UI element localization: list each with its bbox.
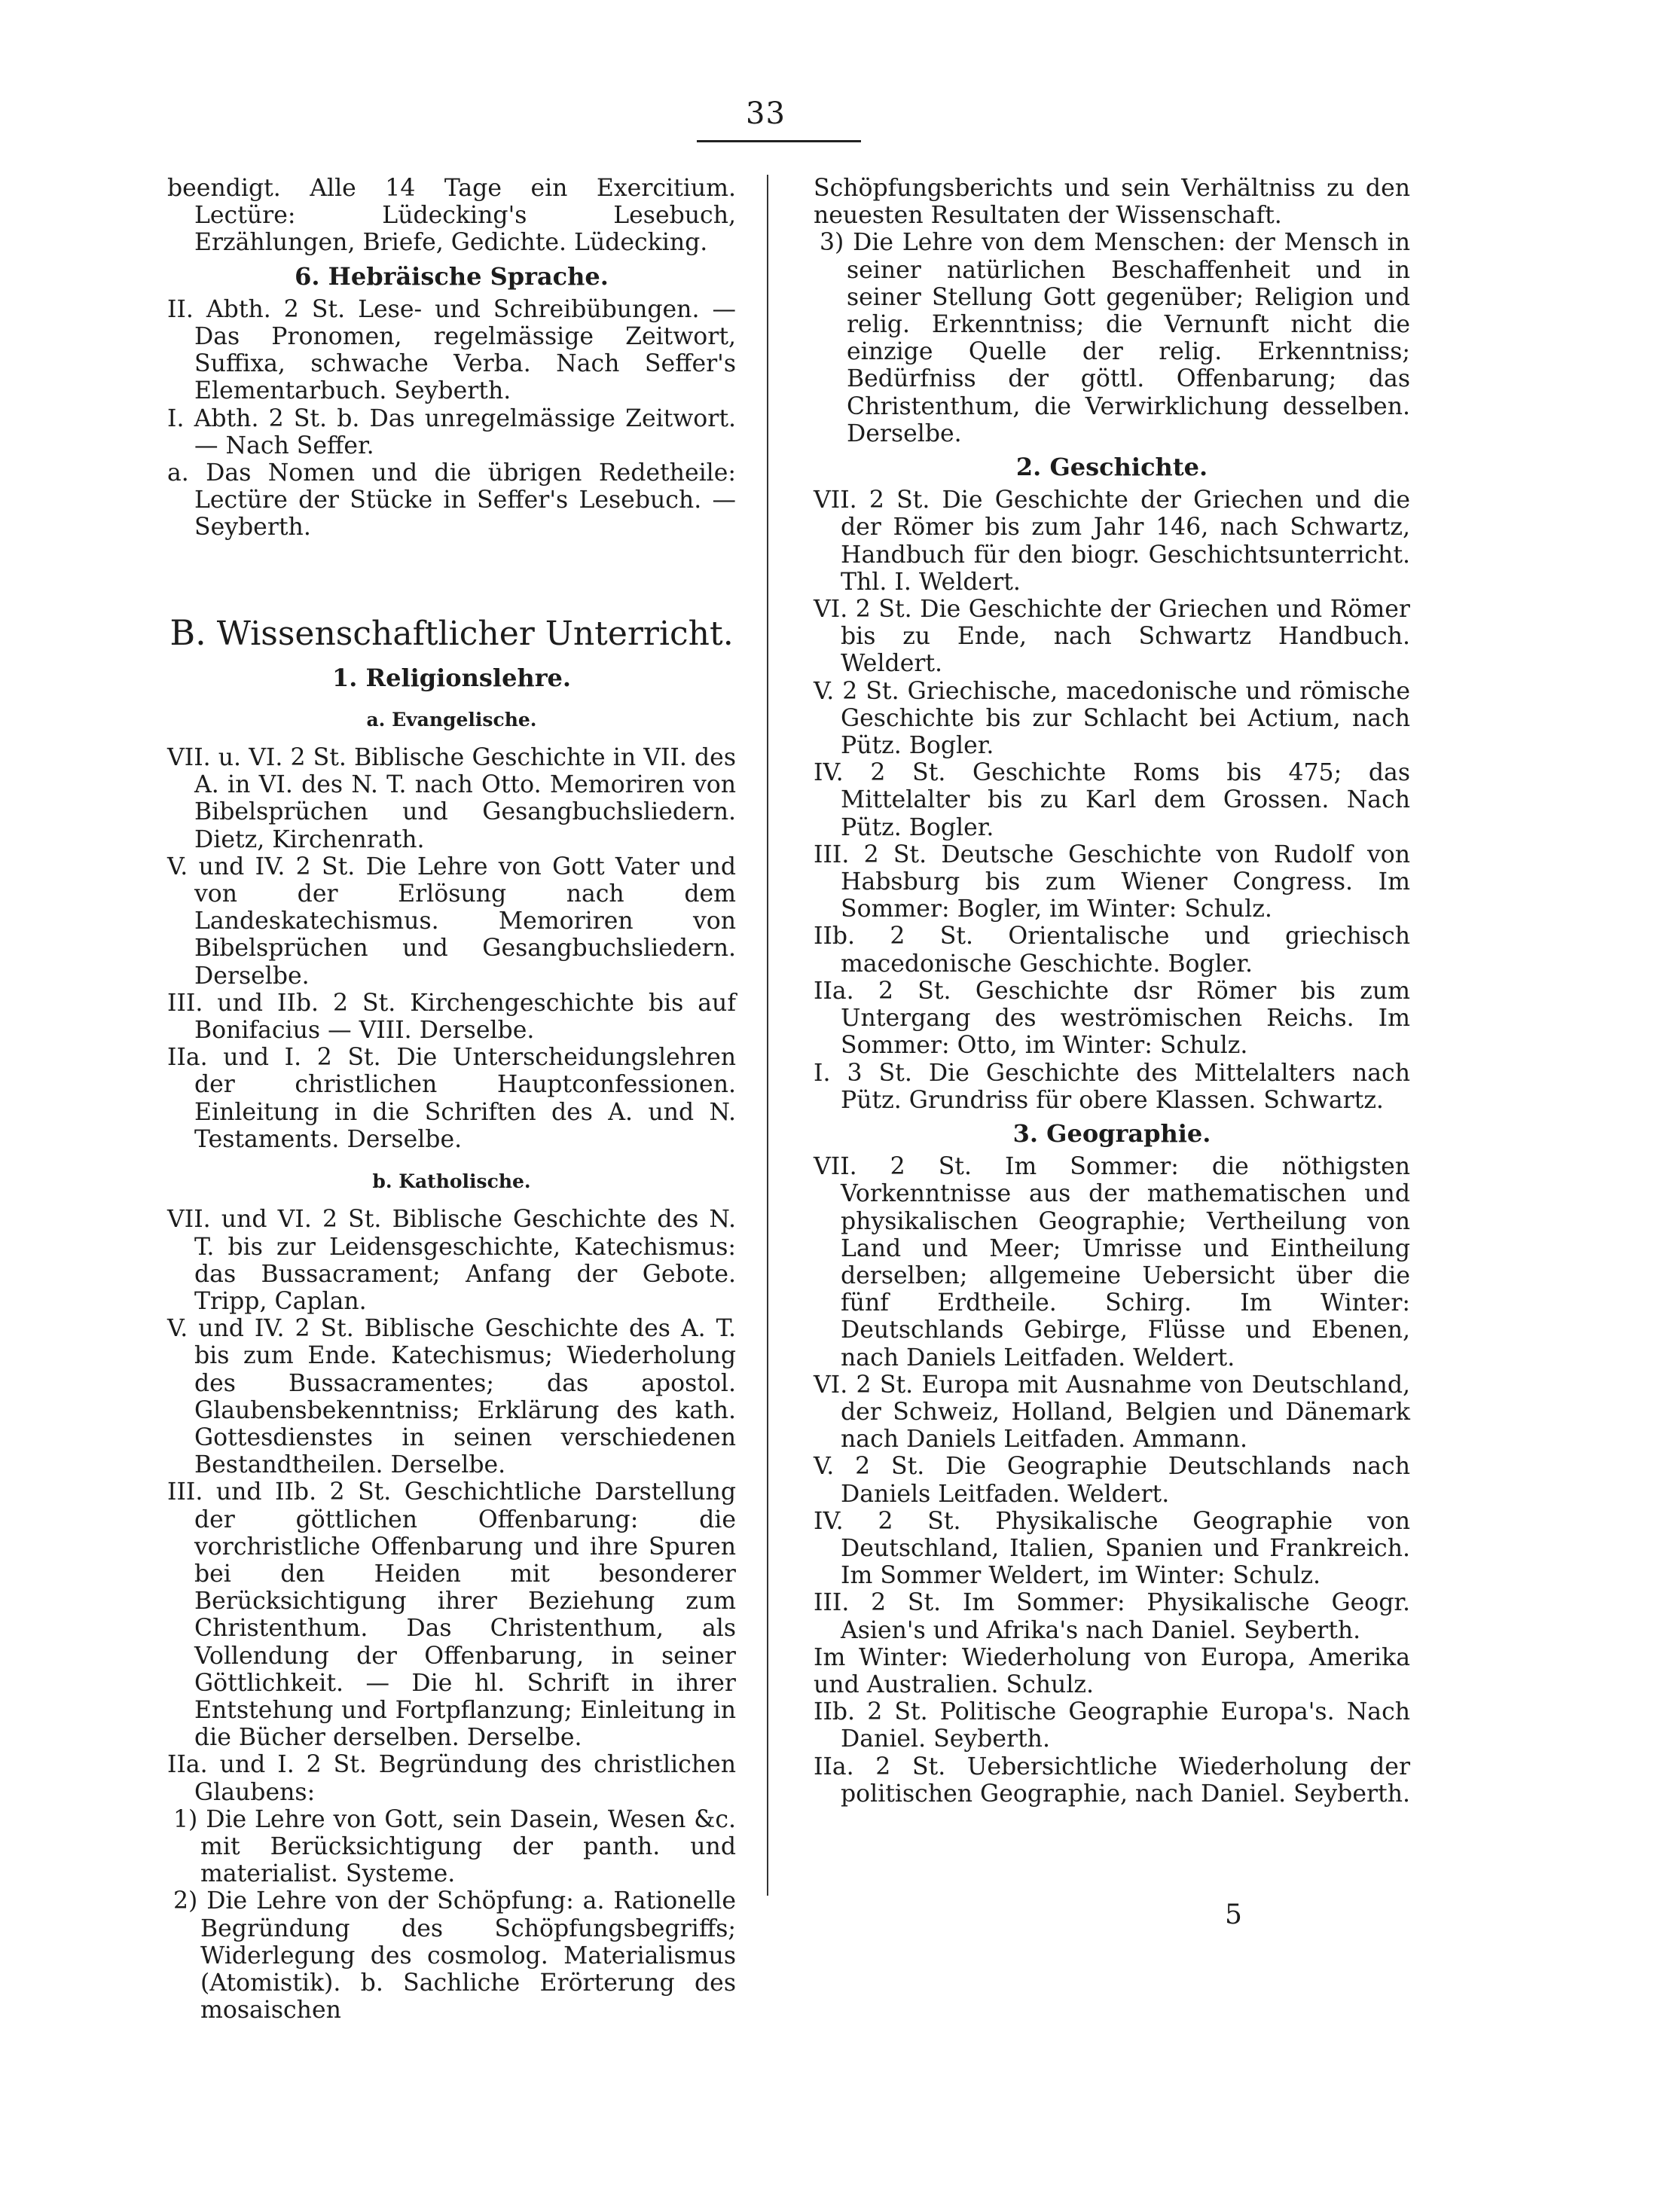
course-entry: a. Das Nomen und die übrigen Redetheile: Lectüre der Stücke in Seffer's Lesebuch. — Seyberth. <box>167 459 736 542</box>
signature-mark: 5 <box>1225 1899 1242 1930</box>
course-entry: V. 2 St. Griechische, macedonische und römische Geschichte bis zur Schlacht bei Actium, nach Pütz. Bogler. <box>814 677 1410 760</box>
course-entry: IIb. 2 St. Politische Geographie Europa's. Nach Daniel. Seyberth. <box>814 1698 1410 1753</box>
page-number: 33 <box>746 96 786 131</box>
section-heading <box>167 613 736 654</box>
column-divider <box>767 175 768 1896</box>
course-entry: II. Abth. 2 St. Lese- und Schreibübungen. — Das Pronomen, regelmässige Zeitwort, Suffixa, schwache Verba. Nach Seffer's Elementarbuch. Seyberth. <box>167 295 736 405</box>
subject-heading: 1. Religionslehre. <box>331 663 572 692</box>
course-entry: VII. 2 St. Im Sommer: die nöthigsten Vorkenntnisse aus der mathematischen und physikalischen Geographie; Vertheilung von Land und Meer; Umrisse und Eintheilung derselben; allgemeine Uebersicht über die fünf Erdtheile. Schirg. Im Winter: Deutschlands Gebirge, Flüsse und Ebenen, nach Daniels Leitfaden. Weldert. <box>814 1153 1410 1371</box>
course-entry: VI. 2 St. Europa mit Ausnahme von Deutschland, der Schweiz, Holland, Belgien und Dänemark nach Daniels Leitfaden. Ammann. <box>814 1371 1410 1454</box>
right-column <box>814 175 1410 1808</box>
course-entry: VI. 2 St. Die Geschichte der Griechen und Römer bis zu Ende, nach Schwartz Handbuch. Weldert. <box>814 596 1410 678</box>
course-entry: V. und IV. 2 St. Biblische Geschichte des A. T. bis zum Ende. Katechismus; Wiederholung des Bussacramentes; das apostol. Glaubensbekenntniss; Erklärung des kath. Gottesdienstes in seinen verschiedenen Bestandtheilen. Derselbe. <box>167 1315 736 1479</box>
course-entry: IIa. und I. 2 St. Die Unterscheidungslehren der christlichen Hauptconfessionen. Einleitung in die Schriften des A. und N. Testaments. Derselbe. <box>167 1044 736 1153</box>
subject-heading: 3. Geographie. <box>1012 1118 1211 1148</box>
continued-text: Schöpfungsberichts und sein Verhältniss zu den neuesten Resultaten der Wissenschaft. <box>814 175 1410 230</box>
course-entry: V. und IV. 2 St. Die Lehre von Gott Vater und von der Erlösung nach dem Landeskatechismus. Memoriren von Bibelsprüchen und Gesangbuchsliedern. Derselbe. <box>167 853 736 990</box>
course-entry: IIa. 2 St. Geschichte dsr Römer bis zum Untergang des weströmischen Reichs. Im Sommer: Otto, im Winter: Schulz. <box>814 977 1410 1060</box>
course-entry: VII. u. VI. 2 St. Biblische Geschichte in VII. des A. in VI. des N. T. nach Otto. Memoriren von Bibelsprüchen und Gesangbuchsliedern. Dietz, Kirchenrath. <box>167 744 736 853</box>
numbered-item: 3) Die Lehre von dem Menschen: der Mensch in seiner natürlichen Beschaffenheit und in seiner Stellung Gott gegenüber; Religion und relig. Erkenntniss; die Vernunft nicht die einzige Quelle der relig. Erkenntniss; Bedürfniss der göttl. Offenbarung; das Christenthum, die Verwirklichung desselben. Derselbe. <box>820 229 1410 447</box>
course-entry: I. 3 St. Die Geschichte des Mittelalters nach Pütz. Grundriss für obere Klassen. Schwartz. <box>814 1059 1410 1114</box>
subject-heading: 2. Geschichte. <box>1015 453 1208 482</box>
course-entry: IV. 2 St. Physikalische Geographie von Deutschland, Italien, Spanien und Frankreich. Im Sommer Weldert, im Winter: Schulz. <box>814 1507 1410 1590</box>
course-entry: VII. 2 St. Die Geschichte der Griechen und die der Römer bis zum Jahr 146, nach Schwartz, Handbuch für den biogr. Geschichtsunterricht. Thl. I. Weldert. <box>814 487 1410 596</box>
left-column <box>167 175 736 2024</box>
course-entry: III. und IIb. 2 St. Geschichtliche Darstellung der göttlichen Offenbarung: die vorchristliche Offenbarung und ihre Spuren bei den Heiden mit besonderer Berücksichtigung ihrer Beziehung zum Christenthum. Das Christenthum, als Vollendung der Offenbarung, in seiner Göttlichkeit. — Die hl. Schrift in ihrer Entstehung und Fortpflanzung; Einleitung in die Bücher derselben. Derselbe. <box>167 1478 736 1752</box>
page-number-rule <box>697 140 861 142</box>
section-letter: B. <box>169 612 206 653</box>
course-entry: I. Abth. 2 St. b. Das unregelmässige Zeitwort. — Nach Seffer. <box>167 404 736 459</box>
course-entry: III. und IIb. 2 St. Kirchengeschichte bis auf Bonifacius — VIII. Derselbe. <box>167 989 736 1045</box>
numbered-item: 1) Die Lehre von Gott, sein Dasein, Wesen &c. mit Berücksichtigung der panth. und materialist. Systeme. <box>173 1805 736 1888</box>
confession-heading: b. Katholische. <box>372 1170 531 1193</box>
course-entry: IIb. 2 St. Orientalische und griechisch macedonische Geschichte. Bogler. <box>814 923 1410 978</box>
continued-text: Im Winter: Wiederholung von Europa, Amerika und Australien. Schulz. <box>814 1643 1410 1698</box>
numbered-item: 2) Die Lehre von der Schöpfung: a. Rationelle Begründung des Schöpfungsbegriffs; Widerlegung des cosmolog. Materialismus (Atomistik). b. Sachliche Erörterung des mosaischen <box>173 1887 736 2024</box>
course-entry: beendigt. Alle 14 Tage ein Exercitium. Lectüre: Lüdecking's Lesebuch, Erzählungen, Briefe, Gedichte. Lüdecking. <box>167 175 736 257</box>
confession-heading: a. Evangelische. <box>366 708 537 731</box>
course-entry: IV. 2 St. Geschichte Roms bis 475; das Mittelalter bis zu Karl dem Grossen. Nach Pütz. Bogler. <box>814 759 1410 841</box>
course-entry: IIa. 2 St. Uebersichtliche Wiederholung der politischen Geographie, nach Daniel. Seyberth. <box>814 1753 1410 1808</box>
course-entry: IIa. und I. 2 St. Begründung des christlichen Glaubens: <box>167 1751 736 1806</box>
section-title: Wissenschaftlicher Unterricht. <box>216 614 734 653</box>
course-entry: V. 2 St. Die Geographie Deutschlands nach Daniels Leitfaden. Weldert. <box>814 1453 1410 1508</box>
course-entry: III. 2 St. Im Sommer: Physikalische Geogr. Asien's und Afrika's nach Daniel. Seyberth. <box>814 1589 1410 1644</box>
subject-heading: 6. Hebräische Sprache. <box>295 261 609 291</box>
course-entry: VII. und VI. 2 St. Biblische Geschichte des N. T. bis zur Leidensgeschichte, Katechismus: das Bussacrament; Anfang der Gebote. Tripp, Caplan. <box>167 1206 736 1315</box>
course-entry: III. 2 St. Deutsche Geschichte von Rudolf von Habsburg bis zum Wiener Congress. Im Sommer: Bogler, im Winter: Schulz. <box>814 841 1410 923</box>
